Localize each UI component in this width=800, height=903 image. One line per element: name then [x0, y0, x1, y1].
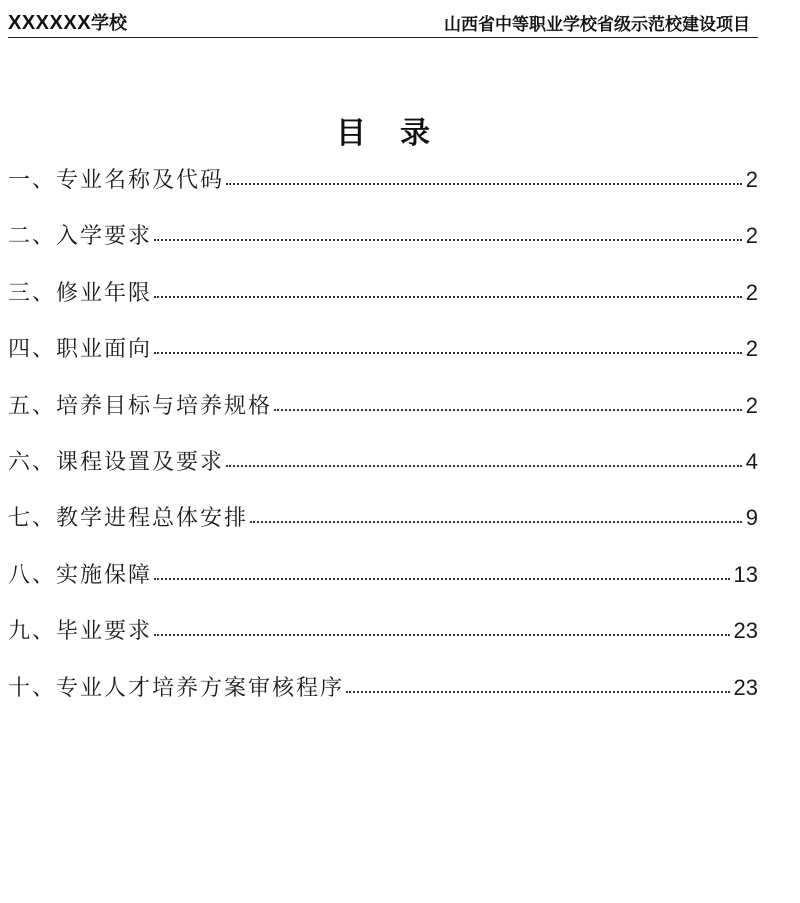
toc-entry-label: 五、培养目标与培养规格 [8, 393, 273, 419]
dot-leader [346, 690, 730, 693]
toc-entry[interactable] [8, 332, 758, 388]
toc-entry-page: 23 [733, 618, 758, 644]
toc-entry-label: 六、课程设置及要求 [8, 449, 225, 475]
toc-entry[interactable] [8, 614, 758, 670]
toc-entry[interactable] [8, 219, 758, 275]
toc-entry-page: 23 [733, 674, 758, 700]
toc-entry-page: 2 [745, 223, 758, 249]
toc-entry[interactable] [8, 276, 758, 332]
dot-leader [226, 464, 742, 467]
dot-leader [154, 577, 730, 580]
page-header [8, 8, 758, 38]
toc-entry-page: 2 [745, 336, 758, 362]
toc-entry-label: 八、实施保障 [8, 562, 153, 588]
school-mark: XXXXXX [8, 12, 92, 34]
toc-entry-page: 9 [745, 505, 758, 531]
toc-entry[interactable] [8, 389, 758, 445]
dot-leader [250, 520, 742, 523]
toc-entry-page: 2 [745, 392, 758, 418]
school-suffix: 学校 [91, 13, 128, 34]
toc-entry-label: 七、教学进程总体安排 [8, 506, 249, 532]
table-of-contents [8, 163, 758, 727]
toc-entry-label: 四、职业面向 [8, 337, 153, 363]
dot-leader [154, 351, 742, 354]
project-title: 山西省中等职业学校省级示范校建设项目 [444, 15, 750, 35]
toc-entry-page: 2 [745, 279, 758, 305]
toc-entry-label: 一、专业名称及代码 [8, 168, 225, 193]
dot-leader [154, 633, 730, 636]
toc-entry-label: 二、入学要求 [8, 224, 153, 250]
toc-entry-label: 三、修业年限 [8, 280, 153, 306]
toc-entry-page: 2 [745, 167, 758, 192]
dot-leader [154, 238, 742, 241]
toc-entry-page: 13 [733, 561, 758, 587]
dot-leader [226, 182, 742, 185]
toc-entry[interactable] [8, 163, 758, 219]
school-name [8, 9, 127, 35]
toc-entry[interactable] [8, 501, 758, 557]
dot-leader [154, 295, 742, 298]
toc-entry-label: 十、专业人才培养方案审核程序 [8, 675, 345, 701]
toc-title: 目录 [336, 116, 464, 152]
toc-entry-page: 4 [745, 448, 758, 474]
toc-entry[interactable] [8, 558, 758, 614]
toc-entry-label: 九、毕业要求 [8, 619, 153, 645]
toc-entry[interactable] [8, 445, 758, 501]
toc-entry[interactable] [8, 671, 758, 727]
dot-leader [274, 408, 742, 411]
